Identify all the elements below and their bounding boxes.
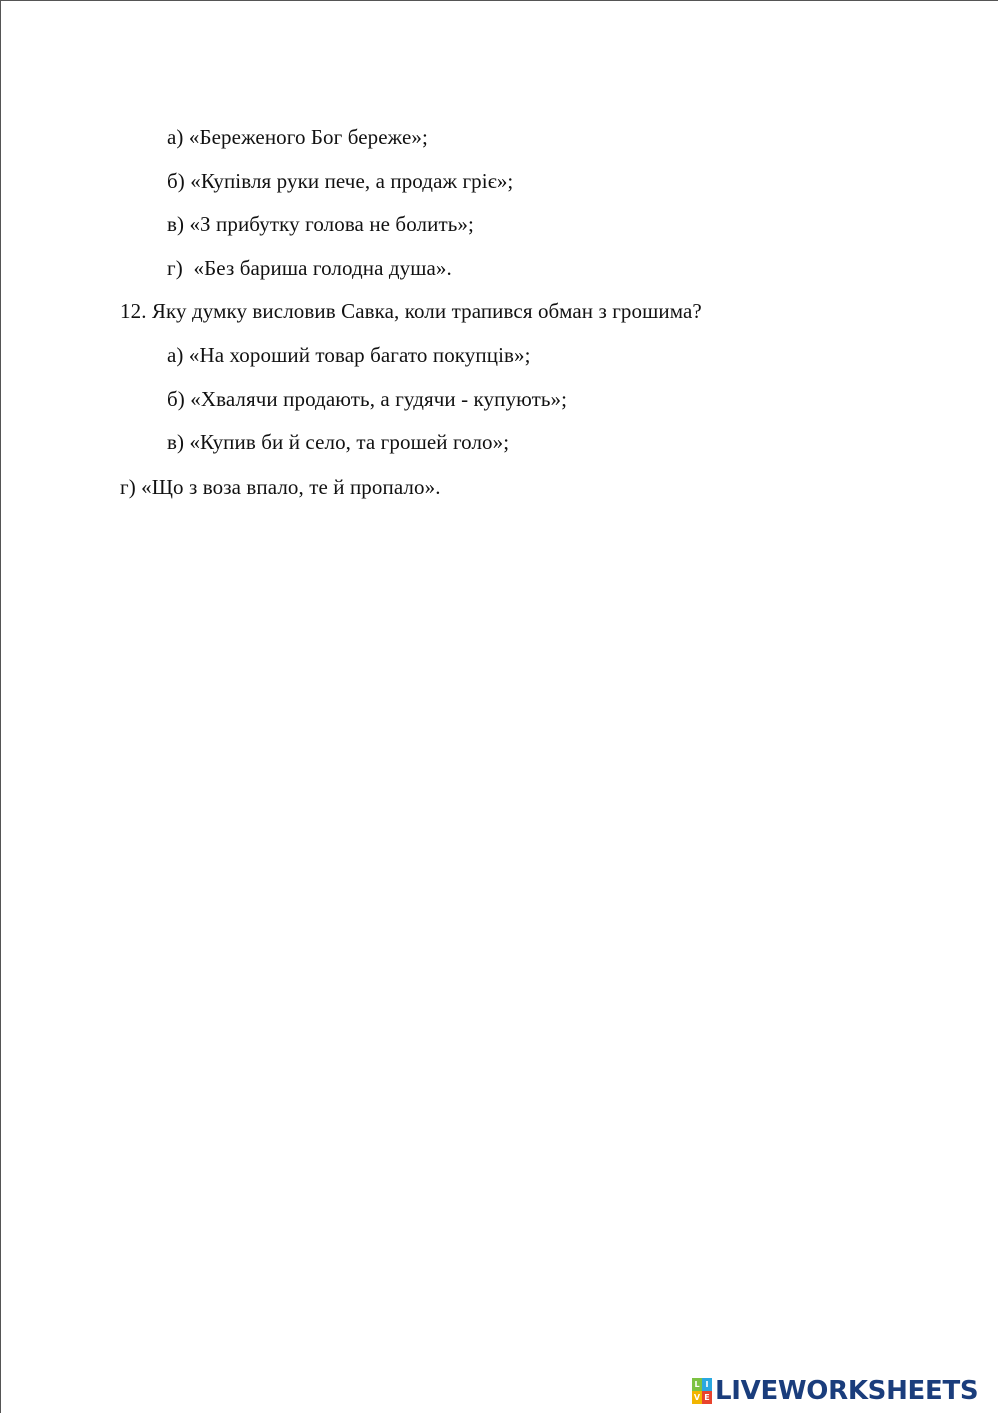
option-12-b: б) «Хвалячи продають, а гудячи - купують»; <box>167 387 568 411</box>
logo-tile-e: E <box>702 1391 712 1404</box>
logo-tile-i: I <box>702 1378 712 1391</box>
liveworksheets-logo-icon <box>692 1378 712 1404</box>
option-12-d: г) «Що з воза впало, те й пропало». <box>120 475 441 499</box>
option-12-a: а) «На хороший товар багато покупців»; <box>167 343 531 367</box>
logo-tile-v: V <box>693 1393 701 1402</box>
liveworksheets-logo-text: LIVEWORKSHEETS <box>715 1376 979 1406</box>
logo-tile-l: L <box>692 1378 702 1391</box>
option-11-b: б) «Купівля руки пече, а продаж гріє»; <box>167 169 514 193</box>
option-11-a: а) «Береженого Бог береже»; <box>167 125 428 149</box>
option-11-d: г) «Без бариша голодна душа». <box>167 256 452 280</box>
option-12-c: в) «Купив би й село, та грошей голо»; <box>167 430 510 454</box>
question-12-text: 12. Яку думку висловив Савка, коли трапився обман з грошима? <box>120 299 702 323</box>
option-11-c: в) «З прибутку голова не болить»; <box>167 212 474 236</box>
liveworksheets-logo <box>692 1376 978 1406</box>
